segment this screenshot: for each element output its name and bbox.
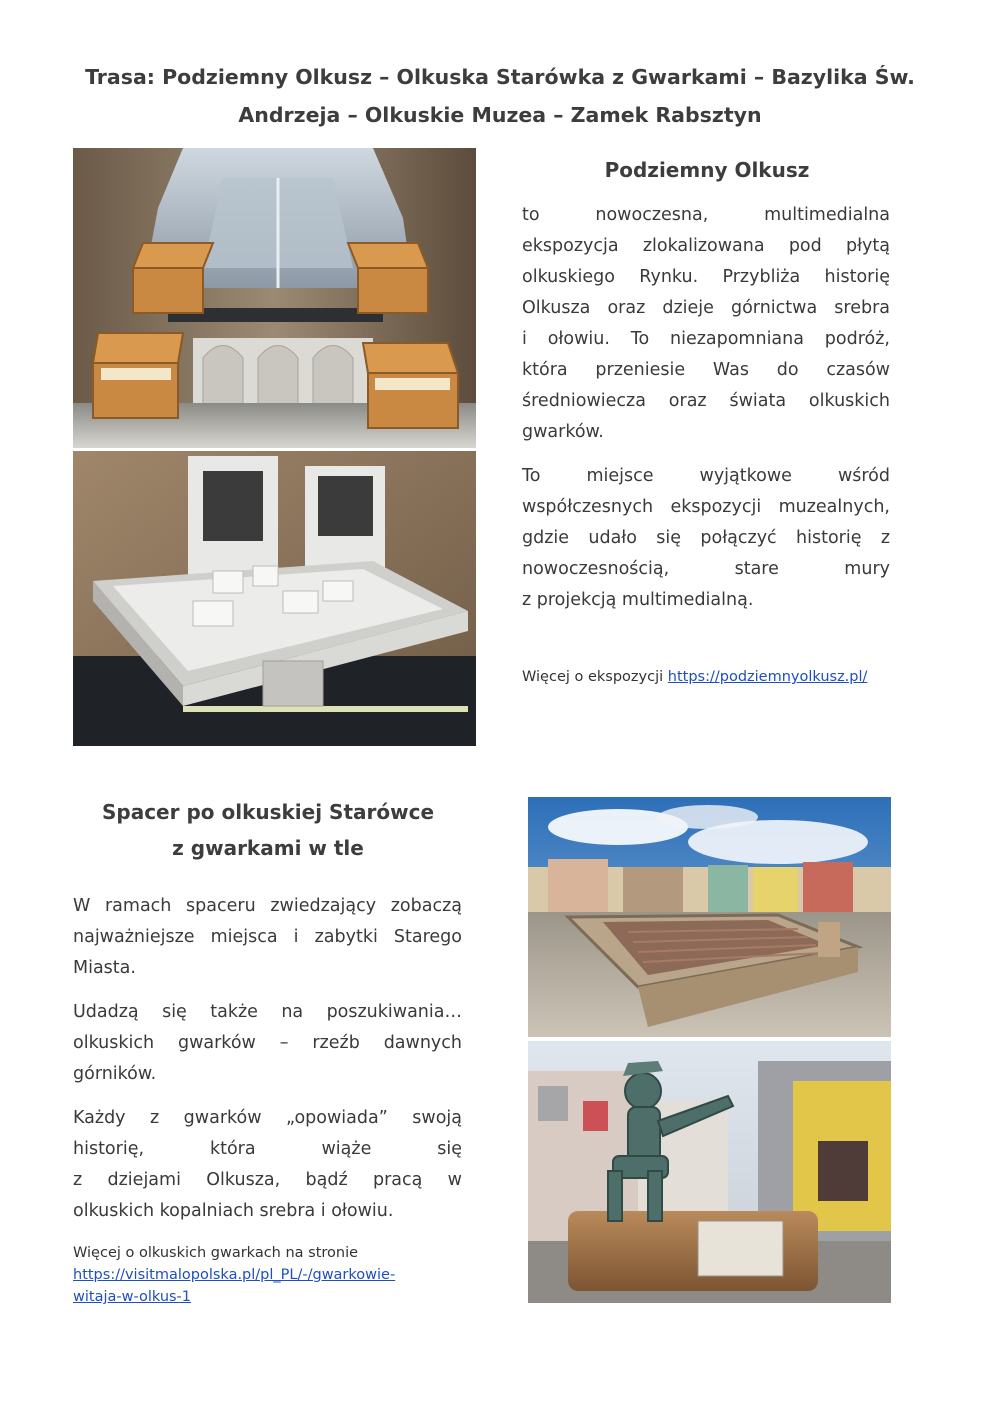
more-info-label: Więcej o ekspozycji <box>522 669 668 685</box>
gwarkowie-link-line-2[interactable]: witaja-w-olkus-1 <box>73 1289 192 1305</box>
gwarkowie-link-line-1[interactable]: https://visitmalopolska.pl/pl_PL/-/gwarkowie- <box>73 1267 396 1283</box>
section2-paragraph-1 <box>73 891 462 984</box>
section2-paragraph-2 <box>73 997 462 1090</box>
section1-paragraph-2 <box>522 461 890 616</box>
text-line: średniowiecza oraz świata olkuskich <box>522 391 890 411</box>
text-line: Olkusza oraz dzieje górnictwa srebra <box>522 298 890 318</box>
text-line: W ramach spaceru zwiedzający zobaczą <box>73 896 462 916</box>
page-title <box>60 58 940 134</box>
text-line: gdzie udało się połączyć historię z <box>522 528 890 548</box>
text-line: najważniejsze miejsca i zabytki Starego <box>73 927 462 947</box>
section2-paragraph-3 <box>73 1103 462 1227</box>
text-line: nowoczesnością, stare mury <box>522 559 890 579</box>
section1-more-info <box>522 666 922 688</box>
text-line: ekspozycja zlokalizowana pod płytą <box>522 236 890 256</box>
section-heading-spacer <box>73 794 463 866</box>
text-line: z projekcją multimedialną. <box>522 590 754 610</box>
text-line: Udadzą się także na poszukiwania… <box>73 1002 462 1022</box>
more-info-label: Więcej o olkuskich gwarkach na stronie <box>73 1245 359 1261</box>
text-line: to nowoczesna, multimedialna <box>522 205 890 225</box>
text-line: górników. <box>73 1064 157 1084</box>
photo-old-town-square <box>528 797 891 1037</box>
text-line: i ołowiu. To niezapomniana podróż, <box>522 329 890 349</box>
section-heading-line-1: Spacer po olkuskiej Starówce <box>101 800 435 824</box>
section-heading-podziemny-olkusz: Podziemny Olkusz <box>604 158 810 182</box>
photo-underground-chests <box>73 148 476 448</box>
page-title-line-2: Andrzeja – Olkuskie Muzea – Zamek Rabsztyn <box>238 103 762 127</box>
text-line: współczesnych ekspozycji muzealnych, <box>522 497 890 517</box>
text-line: historię, która wiąże się <box>73 1139 462 1159</box>
section-heading-line-2: z gwarkami w tle <box>172 836 364 860</box>
text-line: Każdy z gwarków „opowiada” swoją <box>73 1108 462 1128</box>
photo-gwarek-statue <box>528 1041 891 1303</box>
text-line: z dziejami Olkusza, bądź pracą w <box>73 1170 462 1190</box>
text-line: która przeniesie Was do czasów <box>522 360 890 380</box>
photo-town-model <box>73 451 476 746</box>
section2-more-info <box>73 1242 473 1308</box>
podziemny-olkusz-link[interactable]: https://podziemnyolkusz.pl/ <box>667 669 868 685</box>
text-line: olkuskich kopalniach srebra i ołowiu. <box>73 1201 394 1221</box>
text-line: olkuskich gwarków – rzeźb dawnych <box>73 1033 462 1053</box>
text-line: To miejsce wyjątkowe wśród <box>522 466 890 486</box>
page-title-line-1: Trasa: Podziemny Olkusz – Olkuska Starówka z Gwarkami – Bazylika Św. <box>85 65 915 89</box>
text-line: gwarków. <box>522 422 604 442</box>
section1-paragraph-1 <box>522 200 890 448</box>
text-line: olkuskiego Rynku. Przybliża historię <box>522 267 890 287</box>
text-line: Miasta. <box>73 958 136 978</box>
